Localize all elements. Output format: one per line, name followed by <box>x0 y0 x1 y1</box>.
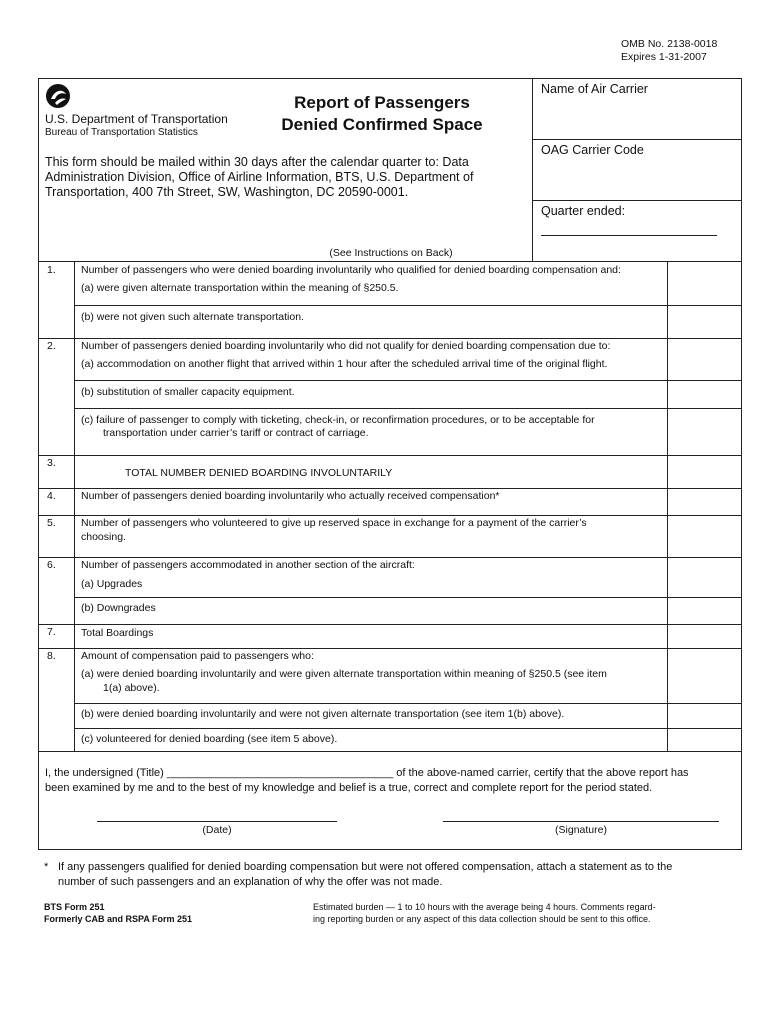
item-8 <box>39 648 741 752</box>
department-name: U.S. Department of Transportation <box>45 112 228 126</box>
item-number: 5. <box>39 515 75 557</box>
item-1 <box>39 262 741 338</box>
item-text: 1(a) above). <box>103 682 160 694</box>
footnote-line1: If any passengers qualified for denied boarding compensation but were not offered compensation, attach a statement as to the <box>58 861 673 873</box>
certification-text <box>45 766 737 796</box>
value-cell-1[interactable] <box>667 262 741 338</box>
item-text: choosing. <box>81 531 126 543</box>
item-number: 2. <box>39 338 75 455</box>
omb-info <box>621 38 717 64</box>
date-field[interactable] <box>97 821 337 822</box>
item-text: Amount of compensation paid to passengers who: <box>81 650 314 662</box>
date-label: (Date) <box>202 824 232 836</box>
quarter-ended-label: Quarter ended: <box>541 204 626 218</box>
footnote-line2: number of such passengers and an explanation of why the offer was not made. <box>58 876 443 888</box>
item-number: 1. <box>39 262 75 338</box>
item-text: Number of passengers accommodated in another section of the aircraft: <box>81 559 415 571</box>
item-text: TOTAL NUMBER DENIED BOARDING INVOLUNTARILY <box>125 467 393 479</box>
item-4 <box>39 488 741 515</box>
item-text: (a) accommodation on another flight that arrived within 1 hour after the scheduled arrival time of the original flight. <box>81 358 608 370</box>
form-title <box>267 92 497 136</box>
form-formerly: Formerly CAB and RSPA Form 251 <box>44 914 193 924</box>
item-number: 7. <box>39 624 75 648</box>
instructions-note: (See Instructions on Back) <box>329 247 453 259</box>
item-number: 3. <box>39 455 75 488</box>
signature-field[interactable] <box>443 821 719 822</box>
item-text: (b) were denied boarding involuntarily and were not given alternate transportation (see item 1(b) above). <box>81 708 565 720</box>
item-number: 8. <box>39 648 75 752</box>
item-text: transportation under carrier’s tariff or contract of carriage. <box>103 427 369 439</box>
certification-line2: been examined by me and to the best of my knowledge and belief is a true, correct and complete report for the period stated. <box>45 782 653 794</box>
item-text: Number of passengers denied boarding involuntarily who did not qualify for denied boarding compensation due to: <box>81 340 611 352</box>
signature-label: (Signature) <box>555 824 607 836</box>
item-text: Number of passengers denied boarding involuntarily who actually received compensation* <box>81 490 500 502</box>
omb-number: OMB No. 2138-0018 <box>621 38 718 50</box>
value-cell-5[interactable] <box>667 515 741 557</box>
burden-line2: ing reporting burden or any aspect of this data collection should be sent to this office. <box>313 914 651 924</box>
carrier-name-label: Name of Air Carrier <box>541 82 648 96</box>
item-number: 6. <box>39 557 75 624</box>
item-text: Number of passengers who were denied boarding involuntarily who qualified for denied boarding compensation and: <box>81 264 621 276</box>
burden-line1: Estimated burden — 1 to 10 hours with the average being 4 hours. Comments regard- <box>313 902 656 912</box>
mailing-instructions: This form should be mailed within 30 days after the calendar quarter to: Data Administration Division, Office of Airline Information, BTS, U.S. Department of Transportation, 400 7th Street, SW, Washington, DC 20590-0001. <box>45 155 474 199</box>
item-text: Total Boardings <box>81 627 154 639</box>
value-cell-4[interactable] <box>667 488 741 515</box>
item-text: (a) Upgrades <box>81 578 143 590</box>
carrier-name-field[interactable] <box>533 79 742 140</box>
form-title-line2: Denied Confirmed Space <box>281 115 483 134</box>
value-cell-7[interactable] <box>667 624 741 648</box>
omb-expires: Expires 1-31-2007 <box>621 51 707 63</box>
item-text: (b) Downgrades <box>81 602 156 614</box>
item-text: (b) substitution of smaller capacity equipment. <box>81 386 295 398</box>
item-number: 4. <box>39 488 75 515</box>
item-text: (c) failure of passenger to comply with ticketing, check-in, or reconfirmation procedures, or to be acceptable for <box>81 414 595 426</box>
form-identifier <box>44 901 192 925</box>
bureau-name: Bureau of Transportation Statistics <box>45 127 198 138</box>
quarter-ended-line <box>541 235 717 236</box>
item-6 <box>39 557 741 624</box>
dot-logo-icon <box>45 83 71 109</box>
carrier-info-panel <box>532 79 742 261</box>
form-id: BTS Form 251 <box>44 902 105 912</box>
oag-code-label: OAG Carrier Code <box>541 143 644 157</box>
oag-code-field[interactable] <box>533 140 742 201</box>
item-7 <box>39 624 741 648</box>
value-cell-2[interactable] <box>667 338 741 455</box>
value-cell-8[interactable] <box>667 648 741 752</box>
form-header <box>39 79 532 261</box>
item-text: Number of passengers who volunteered to give up reserved space in exchange for a payment of the carrier’s <box>81 517 587 529</box>
item-text: (a) were given alternate transportation within the meaning of §250.5. <box>81 282 399 294</box>
certification-line1: I, the undersigned (Title) _____________________________________ of the above-named carrier, certify that the above report has <box>45 767 689 779</box>
value-cell-6[interactable] <box>667 557 741 624</box>
report-form <box>38 78 742 850</box>
items-table <box>39 261 741 745</box>
item-3 <box>39 455 741 488</box>
form-title-line1: Report of Passengers <box>294 93 470 112</box>
value-cell-3[interactable] <box>667 455 741 488</box>
footnote-text <box>58 860 748 890</box>
item-text: (a) were denied boarding involuntarily and were given alternate transportation within meaning of §250.5 (see item <box>81 668 607 680</box>
item-2 <box>39 338 741 455</box>
burden-statement <box>313 901 743 925</box>
item-text: (b) were not given such alternate transportation. <box>81 311 304 323</box>
item-text: (c) volunteered for denied boarding (see item 5 above). <box>81 733 338 745</box>
item-5 <box>39 515 741 557</box>
footnote-star: * <box>44 861 49 873</box>
